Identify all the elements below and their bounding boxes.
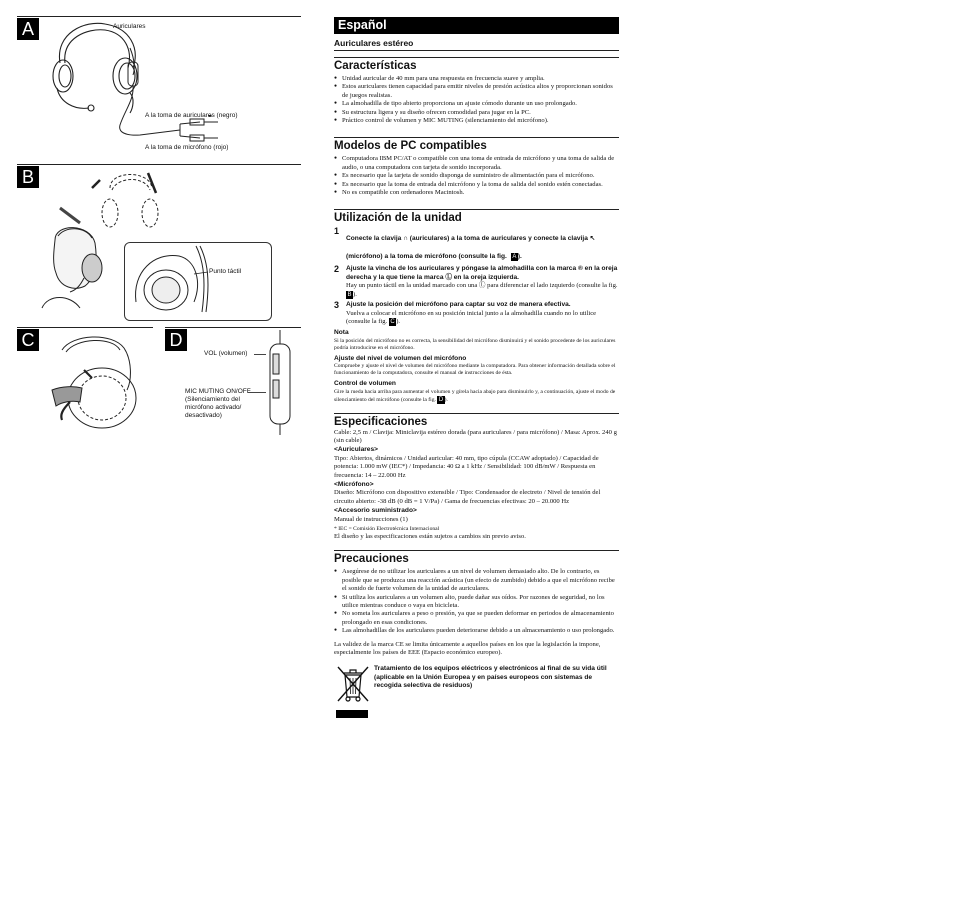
list-item: ● La almohadilla de tipo abierto proporciona un ajuste cómodo durante un uso prolongado. [334,100,619,108]
usage-step-2 [334,265,619,299]
compatible-heading: Modelos de PC compatibles [334,137,619,153]
step-detail: Vuelva a colocar el micrófono en su posición inicial junto a la almohadilla cuando no lo utilice (consulte la fig. [346,309,597,325]
figure-letter-c: C [17,329,39,351]
weee-text: Tratamiento de los equipos eléctricos y electrónicos al final de su vida útil (aplicable en la Unión Europea y en países europeos con sistemas de recogida selectiva de residuos) [374,665,607,690]
product-subtitle: Auriculares estéreo [334,38,619,51]
weee-bar [336,710,368,718]
specs-footnote: * IEC = Comisión Electrotécnica Internacional [334,526,440,532]
specs-mic: Diseño: Micrófono con dispositivo extensible / Tipo: Condensador de electreto / Nivel de tensión del circuito abierto: -38 dB (0 dB = 1 V/Pa) / Gama de frecuencias efectivas: 20 – 20.000 Hz [334,489,601,505]
figure-ref: D [438,396,444,403]
figure-ref: C [390,318,395,325]
step-number: 1 [334,226,340,237]
specs-heading: Especificaciones [334,413,619,429]
list-item: ● Práctico control de volumen y MIC MUTING (silenciamiento del micrófono). [334,117,619,125]
features-heading: Características [334,57,619,73]
specs-headphones-heading: <Auriculares> [334,446,378,454]
usage-heading: Utilización de la unidad [334,209,619,225]
precautions-heading: Precauciones [334,550,619,566]
divider [17,164,301,165]
step-instruction: Conecte la clavija ∩ (auriculares) a la toma de auriculares y conecte la clavija ↖ (micrófono) a la toma de micrófono (consulte la fig. [346,235,596,261]
figure-letter-d: D [165,329,187,351]
list-item: ● Es necesario que la tarjeta de sonido disponga de suministro de alimentación para el micrófono. [334,172,619,180]
figure-ref: A [512,254,517,261]
list-item: ● Las almohadillas de los auriculares pueden deteriorarse debido a un almacenamiento o uso prolongado. [334,627,619,635]
list-item: ● Asegúrese de no utilizar los auriculares a un nivel de volumen demasiado alto. De lo contrario, es posible que se produzca una reacción acústica (un efecto de zumbido) debido a que el micrófono recibe el sonido de fuerte volumen de la unidad de auriculares. [334,568,619,593]
list-item: ● Es necesario que la toma de entrada del micrófono y la toma de salida del sonido estén conectadas. [334,181,619,189]
mic-level-heading: Ajuste del nivel de volumen del micrófono [334,354,467,362]
touch-point-label: Punto táctil [209,268,242,275]
specs-mic-heading: <Micrófono> [334,480,374,488]
mic-muting-label: MIC MUTING ON/OFF (Silenciamiento del micrófono activado/ desactivado) [185,388,251,419]
list-item: ● Unidad auricular de 40 mm para una respuesta en frecuencia suave y amplia. [334,75,619,83]
step-number: 2 [334,264,340,275]
specs-headphones: Tipo: Abiertos, dinámicos / Unidad auricular: 40 mm, tipo cúpula (CCAW adoptado) / Capacidad de potencia: 1.000 mW (IEC*) / Impedancia: 40 Ω a 1 kHz / Sensibilidad: 100 dB/mW / Respuesta en frecuencia: 14 – 22.000 Hz [334,454,599,479]
volume-text: Gire la rueda hacia arriba para aumentar el volumen y gírela hacia abajo para disminuirlo y, a continuación, ajuste el modo de silenciamiento del micrófono (consulte la fig. [334,388,616,403]
step-instruction: Ajuste la vincha de los auriculares y póngase la almohadilla con la marca ® en la oreja derecha y la que tiene la marca Ⓛ en la oreja izquierda. [346,265,618,281]
divider [17,327,153,328]
headphones-label: Auriculares [113,23,146,30]
list-item: ● Estos auriculares tienen capacidad para emitir niveles de presión acústica altos y proporcionan sonidos de juegos realistas. [334,83,619,100]
specs-accessory: Manual de instrucciones (1) [334,515,408,523]
figure-letter-a: A [17,18,39,40]
step-detail-end: ). [396,317,401,325]
list-item: ● No es compatible con ordenadores Macintosh. [334,189,619,197]
crossed-bin-icon [336,665,370,703]
divider [165,327,301,328]
section-title: Español [334,17,619,34]
touch-point-closeup [124,242,270,319]
precautions-list [334,568,619,635]
usage-step-3 [334,301,619,326]
list-item: ● No someta los auriculares a peso o presión, ya que se pueden deformar en periodos de almacenamiento prolongado en esas condiciones. [334,610,619,627]
divider [17,16,301,17]
step-instruction-end: ). [517,253,522,261]
weee-block [334,665,619,725]
specs-accessory-heading: <Accesorio suministrado> [334,507,417,515]
step-detail-end: ). [353,290,357,298]
list-item: ● Computadora IBM PC/AT o compatible con una toma de entrada de micrófono y una toma de salida de audio, o una computadora con tarjeta de sonido incorporada. [334,155,619,172]
note-heading: Nota [334,329,349,337]
step-detail: Hay un punto táctil en la unidad marcado con una Ⓛ para diferenciar el lado izquierdo (consulte la fig. [346,282,618,290]
compatible-list [334,155,619,197]
black-plug-label: A la toma de auriculares (negro) [145,112,238,119]
ce-text: La validez de la marca CE se limita únicamente a aquellos países en los que la legislación la impone, especialmente los países de EEE (Espacio económico europeo). [334,640,601,657]
usage-step-1 [334,227,619,263]
step-instruction: Ajuste la posición del micrófono para captar su voz de manera efectiva. [346,301,571,309]
specs-disclaimer: El diseño y las especificaciones están sujetos a cambios sin previo aviso. [334,533,526,540]
red-plug-label: A la toma de micrófono (rojo) [145,144,229,151]
leader-line [254,354,266,355]
microphone-position-illustration [32,330,154,425]
list-item: ● Su estructura ligera y su diseño ofrecen comodidad para jugar en la PC. [334,109,619,117]
volume-heading: Control de volumen [334,380,396,388]
note-text: Si la posición del micrófono no es correcta, la sensibilidad del micrófono disminuirá y el sonido procedente de los auriculares podría introducirse en el micrófono. [334,337,616,351]
cable-illustration [100,40,250,150]
features-list [334,75,619,125]
list-item: ● Si utiliza los auriculares a un volumen alto, puede dañar sus oídos. Por razones de seguridad, no los utilice mientras conduce o vaya en bicicleta. [334,594,619,611]
spanish-section [334,17,619,725]
step-number: 3 [334,300,340,311]
figure-letter-b: B [17,166,39,188]
mic-level-text: Compruebe y ajuste el nivel de volumen del micrófono mediante la computadora. Para obtener información detallada sobre el funcionamiento de la computadora, consulte el manual de instrucciones de ésta. [334,363,616,377]
vol-label: VOL (volumen) [204,350,248,357]
specs-general: Cable: 2,5 m / Clavija: Miniclavija estéreo dorada (para auriculares / para micrófono) / Masa: Aprox. 240 g (sin cable) [334,428,617,444]
volume-text-end: ). [444,396,448,403]
volume-control-illustration [255,330,295,435]
figure-ref: B [347,291,352,298]
